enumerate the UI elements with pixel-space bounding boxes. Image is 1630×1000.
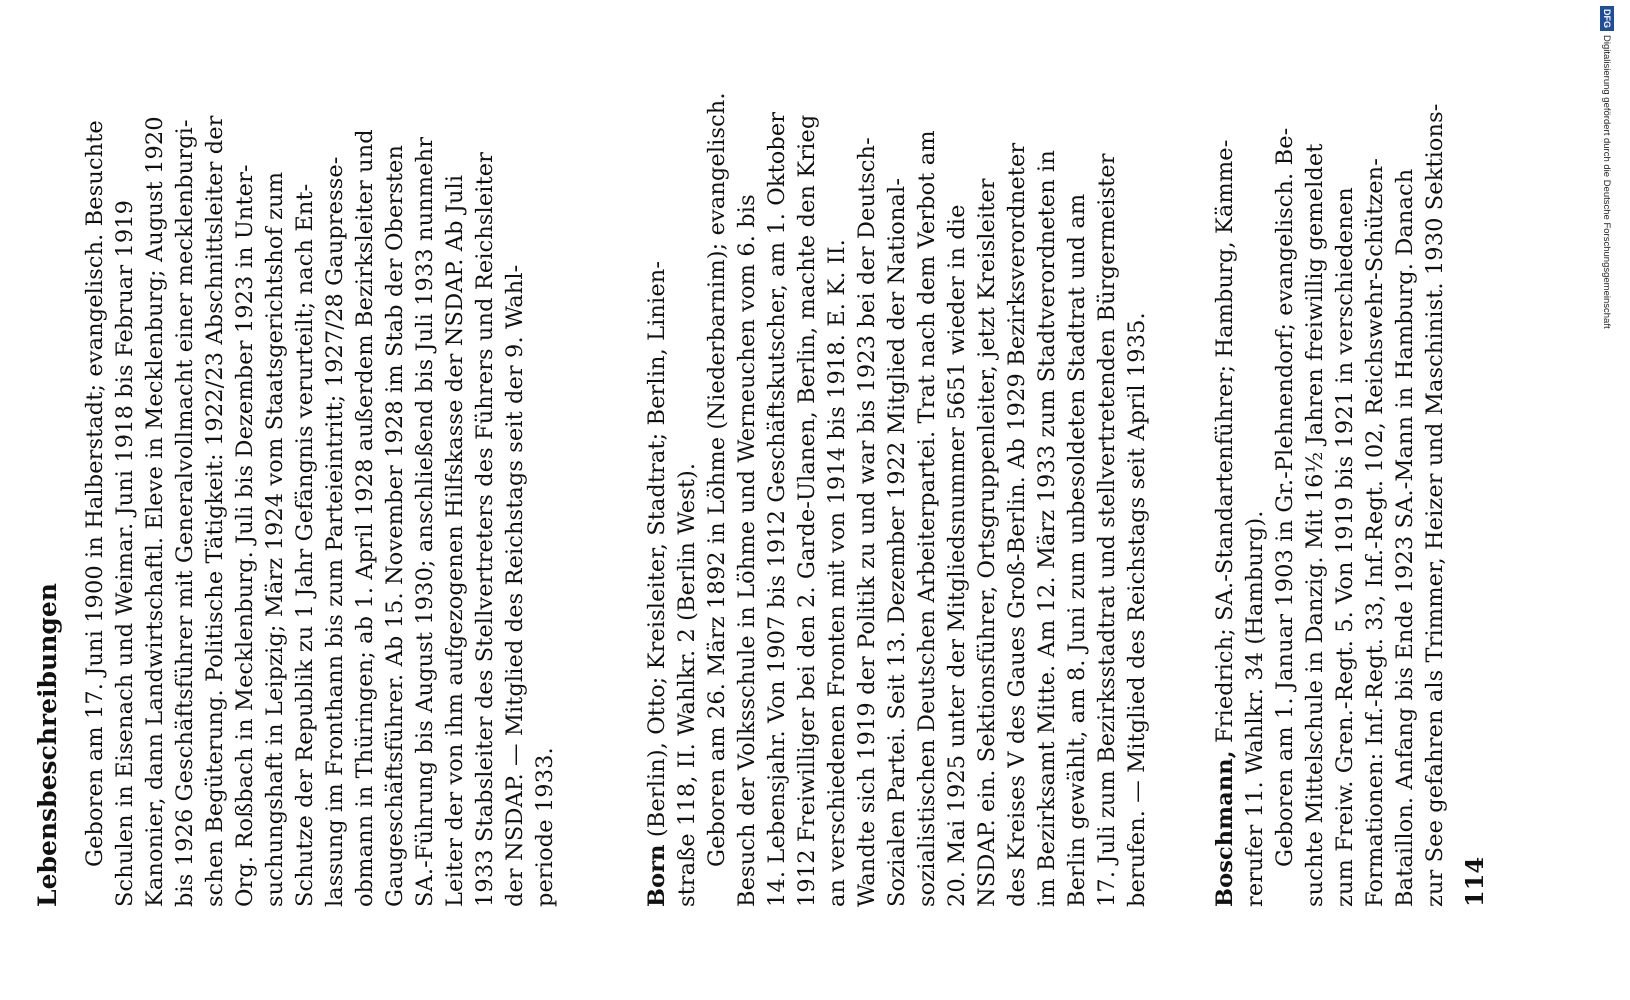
section-heading: Lebensbeschreibungen — [33, 583, 62, 907]
text-line: suchungshaft in Leipzig; März 1924 vom Staatsgerichtshof zum — [262, 171, 288, 907]
biography-entry-1 — [80, 47, 560, 907]
page-number: 114 — [1460, 856, 1489, 907]
text-line: an verschiedenen Fronten mit von 1914 bis 1918. E. K. II. — [824, 239, 850, 907]
credit-text: Digitalisierung gefördert durch die Deutsche Forschungsgemeinschaft — [1601, 35, 1613, 329]
text-line: 20. Mai 1925 unter der Mitgliedsnummer 5651 wieder in die — [944, 204, 970, 907]
biography-entry-boschmann — [1210, 47, 1450, 907]
text-line: 1933 Stabsleiter des Stellvertreters des Führers und Reichsleiter — [472, 152, 498, 907]
text-line: Besuch der Volksschule in Löhme und Werneuchen vom 6. bis — [734, 194, 760, 907]
text-line: berufen. — Mitglied des Reichstags seit April 1935. — [1124, 312, 1150, 907]
text-line: Leiter der von ihm aufgezogenen Hilfskasse der NSDAP. Ab Juli — [442, 174, 468, 907]
text-line: SA.-Führung bis August 1930; anschließend bis Juli 1933 nunmehr — [412, 136, 438, 907]
dfg-logo-icon: DFG — [1600, 6, 1614, 31]
text-line: Geboren am 1. Januar 1903 in Gr.-Plehnendorf; evangelisch. Be- — [1272, 127, 1298, 867]
text-line: periode 1933. — [532, 747, 558, 907]
text-line: des Kreises V des Gaues Groß-Berlin. Ab 1929 Bezirksverordneter — [1004, 142, 1030, 907]
entry-header-text: Friedrich; SA.-Standartenführer; Hamburg, Kämme- — [1212, 139, 1238, 744]
rotated-page — [25, 27, 1535, 907]
text-line: straße 118, II. Wahlkr. 2 (Berlin West). — [674, 462, 700, 907]
entry-header-line — [1210, 47, 1240, 907]
text-line: 17. Juli zum Bezirksstadtrat und stellvertretenden Bürgermeister — [1094, 153, 1120, 907]
entry-header-text: (Berlin), Otto; Kreisleiter, Stadtrat; Berlin, Linien- — [644, 260, 670, 838]
text-line: lassung im Fronthann bis zum Parteieintritt; 1927/28 Gaupresse- — [322, 156, 348, 907]
text-line: Berlin gewählt, am 8. Juni zum unbesoldeten Stadtrat und am — [1064, 193, 1090, 907]
entry-name: Born — [644, 844, 670, 907]
text-line: Bataillon. Anfang bis Ende 1923 SA.-Mann in Hamburg. Danach — [1392, 168, 1418, 907]
text-line: zum Freiw. Gren.-Regt. 5. Von 1919 bis 1921 in verschiedenen — [1332, 187, 1358, 907]
text-line: 1912 Freiwilliger bei den 2. Garde-Ulanen, Berlin, machte den Krieg — [794, 114, 820, 907]
text-line: im Bezirksamt Mitte. Am 12. März 1933 zum Stadtverordneten in — [1034, 150, 1060, 907]
entry-name: Boschmann, — [1212, 750, 1238, 907]
text-line: rerufer 11. Wahlkr. 34 (Hamburg). — [1242, 510, 1268, 907]
text-line: Schutze der Republik zu 1 Jahr Gefängnis verurteilt; nach Ent- — [292, 183, 318, 907]
text-line: 14. Lebensjahr. Von 1907 bis 1912 Geschäftskutscher, am 1. Oktober — [764, 111, 790, 907]
text-line: bis 1926 Geschäftsführer mit Generalvollmacht einer mecklenburgi- — [172, 119, 198, 907]
text-line: Schulen in Eisenach und Weimar. Juni 1918 bis Februar 1919 — [112, 199, 138, 907]
text-line: schen Begüterung. Politische Tätigkeit: 1922/23 Abschnittsleiter der — [202, 115, 228, 907]
text-line: der NSDAP. — Mitglied des Reichstags seit der 9. Wahl- — [502, 264, 528, 907]
text-line: Org. Roßbach in Mecklenburg. Juli bis Dezember 1923 in Unter- — [232, 164, 258, 907]
text-line: Formationen: Inf.-Regt. 33, Inf.-Regt. 102, Reichswehr-Schützen- — [1362, 158, 1388, 907]
digitisation-credit — [1598, 6, 1616, 986]
text-line: Gaugeschäftsführer. Ab 15. November 1928 im Stab der Obersten — [382, 144, 408, 907]
entry-header-line — [642, 47, 672, 907]
biography-entry-born — [642, 47, 1152, 907]
text-line: obmann in Thüringen; ab 1. April 1928 außerdem Bezirksleiter und — [352, 129, 378, 907]
text-line: Geboren am 17. Juni 1900 in Halberstadt; evangelisch. Besuchte — [82, 120, 108, 867]
text-line: Kanonier, dann Landwirtschaftl. Eleve in Mecklenburg; August 1920 — [142, 116, 168, 907]
text-line: Wandte sich 1919 der Politik zu und war bis 1923 bei der Deutsch- — [854, 137, 880, 907]
text-line: zur See gefahren als Trimmer, Heizer und Maschinist. 1930 Sektions- — [1422, 103, 1448, 907]
text-line: sozialistischen Deutschen Arbeiterpartei. Trat nach dem Verbot am — [914, 130, 940, 907]
text-line: suchte Mittelschule in Danzig. Mit 16½ Jahren freiwillig gemeldet — [1302, 143, 1328, 907]
text-line: NSDAP. ein. Sektionsführer, Ortsgruppenleiter, jetzt Kreisleiter — [974, 178, 1000, 907]
text-line: Geboren am 26. März 1892 in Löhme (Niederbarnim); evangelisch. — [704, 92, 730, 867]
text-line: Sozialen Partei. Seit 13. Dezember 1922 Mitglied der National- — [884, 177, 910, 907]
